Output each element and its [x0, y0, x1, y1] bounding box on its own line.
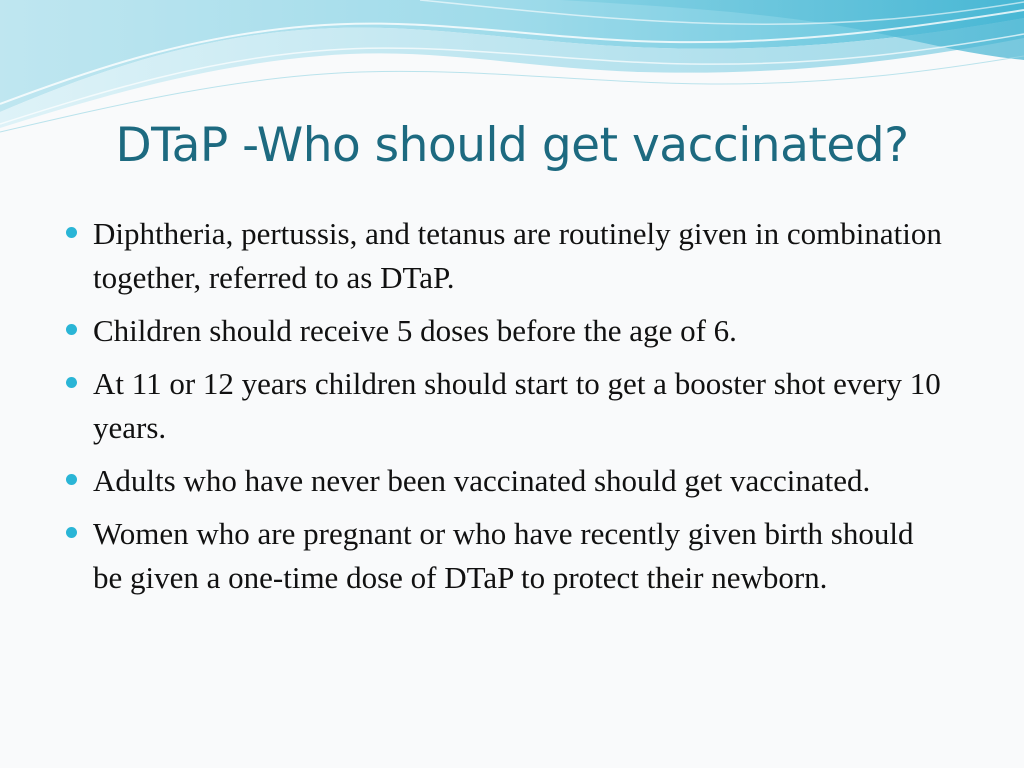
bullet-dot-icon — [66, 474, 77, 485]
bullet-item — [66, 512, 946, 600]
bullet-text: Adults who have never been vaccinated should get vaccinated. — [93, 463, 871, 498]
bullet-text: Women who are pregnant or who have recently given birth should be given a one-time dose of DTaP to protect their newborn. — [93, 516, 914, 595]
bullet-list — [66, 212, 946, 609]
bullet-dot-icon — [66, 324, 77, 335]
bullet-text: Diphtheria, pertussis, and tetanus are routinely given in combination together, referred to as DTaP. — [93, 216, 942, 295]
bullet-item — [66, 459, 946, 503]
bullet-dot-icon — [66, 527, 77, 538]
bullet-text: At 11 or 12 years children should start to get a booster shot every 10 years. — [93, 366, 941, 445]
bullet-dot-icon — [66, 227, 77, 238]
bullet-item — [66, 362, 946, 450]
bullet-item — [66, 309, 946, 353]
slide-title: DTaP -Who should get vaccinated? — [115, 118, 909, 173]
bullet-dot-icon — [66, 377, 77, 388]
bullet-text: Children should receive 5 doses before the age of 6. — [93, 313, 737, 348]
bullet-item — [66, 212, 946, 300]
